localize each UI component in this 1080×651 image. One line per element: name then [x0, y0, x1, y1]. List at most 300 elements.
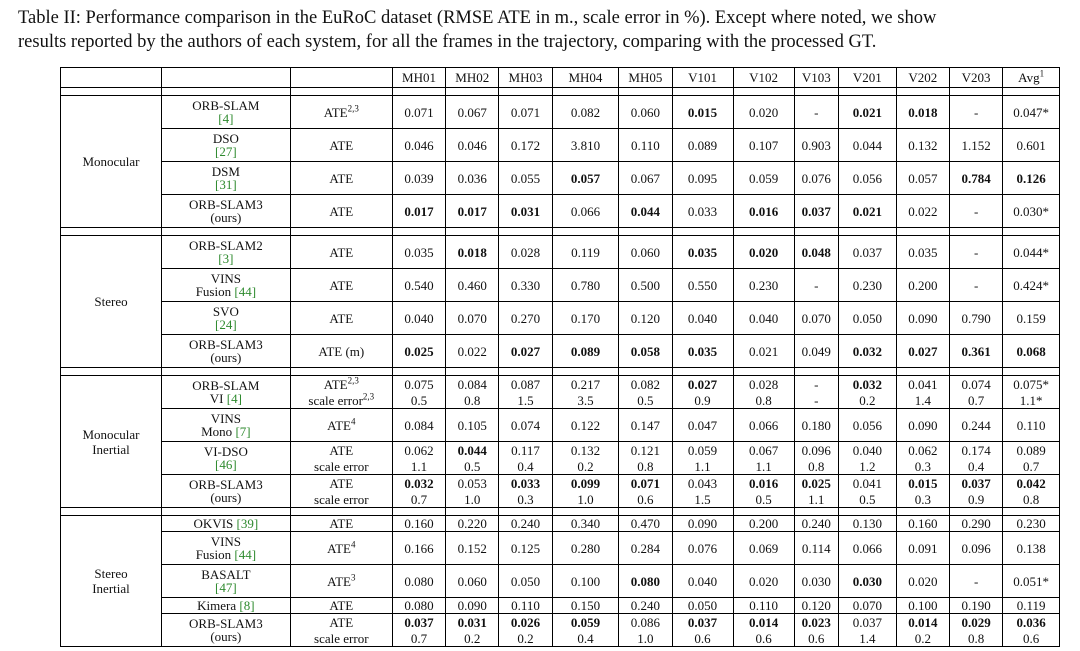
value-cell: 0.5: [446, 458, 499, 475]
value-cell: 0.041: [896, 376, 949, 393]
value-cell: 0.2: [446, 630, 499, 647]
bold-value: 0.037: [404, 614, 434, 630]
value-cell: 0.166: [392, 532, 445, 565]
method-name: [162, 532, 291, 565]
separator-cell: [733, 508, 794, 516]
method-name: [162, 96, 291, 129]
metric-label: scale error: [290, 630, 392, 647]
group-label: Stereo: [61, 236, 162, 368]
value-cell: 0.039: [392, 162, 445, 195]
value-cell: 0.040: [392, 302, 445, 335]
value-cell: 0.071: [392, 96, 445, 129]
value-cell: 0.8: [619, 458, 672, 475]
separator-cell: [619, 508, 672, 516]
value-cell: 0.074: [949, 376, 1002, 393]
value-cell: 0.020: [733, 96, 794, 129]
value-cell: [672, 614, 733, 631]
bold-value: 0.017: [457, 203, 487, 219]
citation-link[interactable]: [7]: [235, 424, 251, 439]
metric-label: ATE$^4$: [290, 532, 392, 565]
value-cell: 0.062: [392, 442, 445, 459]
value-cell: 0.105: [446, 409, 499, 442]
method-name: [162, 129, 291, 162]
bold-value: 0.035: [687, 244, 718, 260]
method-name: [162, 598, 291, 614]
value-cell: 0.6: [733, 630, 794, 647]
value-cell: 0.6: [672, 630, 733, 647]
bold-value: 0.068: [1016, 343, 1046, 359]
group-separator: [61, 368, 1060, 376]
separator-cell: [446, 508, 499, 516]
value-cell: [1003, 475, 1060, 492]
value-cell: 1.5: [499, 392, 552, 409]
column-header: MH02: [446, 68, 499, 88]
value-cell: 0.030: [794, 565, 838, 598]
citation-link[interactable]: [31]: [215, 177, 237, 192]
value-cell: 0.021: [733, 335, 794, 368]
group-label: Stereo Inertial: [61, 516, 162, 647]
value-cell: 0.4: [499, 458, 552, 475]
value-cell: [552, 335, 619, 368]
value-cell: 0.050: [499, 565, 552, 598]
value-cell: [839, 96, 897, 129]
value-cell: 0.030*: [1003, 195, 1060, 228]
method-name: [162, 376, 291, 409]
method-reference-line: [163, 211, 289, 224]
value-cell: [839, 565, 897, 598]
value-cell: -: [949, 96, 1002, 129]
value-cell: 0.3: [896, 458, 949, 475]
separator-cell: [1003, 368, 1060, 376]
metric-label: scale error: [290, 458, 392, 475]
method-label: VINS: [210, 271, 242, 286]
bold-value: 0.044: [457, 442, 487, 458]
citation-link[interactable]: [47]: [215, 580, 237, 595]
bold-value: 0.017: [404, 203, 434, 219]
value-cell: 0.121: [619, 442, 672, 459]
method-reference-line: [163, 351, 289, 364]
metric-label: scale error$^{2,3}$: [290, 392, 392, 409]
value-cell: 0.230: [1003, 516, 1060, 532]
value-cell: [839, 335, 897, 368]
value-cell: 0.047*: [1003, 96, 1060, 129]
bold-value: 0.037: [687, 614, 718, 630]
value-cell: 0.110: [1003, 409, 1060, 442]
value-cell: 0.044*: [1003, 236, 1060, 269]
value-cell: 0.087: [499, 376, 552, 393]
value-cell: 0.051*: [1003, 565, 1060, 598]
value-cell: 0.041: [839, 475, 897, 492]
table-row: [61, 376, 1060, 393]
method-reference-line: [163, 491, 289, 504]
value-cell: 0.170: [552, 302, 619, 335]
value-cell: 0.903: [794, 129, 838, 162]
bold-value: 0.784: [961, 170, 991, 186]
citation-link[interactable]: [24]: [215, 317, 237, 332]
column-header: V102: [733, 68, 794, 88]
table-row: [61, 269, 1060, 302]
metric-label: ATE: [290, 516, 392, 532]
bold-value: 0.037: [801, 203, 831, 219]
separator-cell: [61, 368, 162, 376]
separator-cell: [839, 368, 897, 376]
value-cell: 0.130: [839, 516, 897, 532]
method-label: Fusion: [195, 284, 235, 299]
table-row: [61, 532, 1060, 565]
method-label: BASALT: [201, 567, 251, 582]
value-cell: 0.033: [672, 195, 733, 228]
value-cell: 0.152: [446, 532, 499, 565]
value-cell: 0.7: [1003, 458, 1060, 475]
value-cell: 0.200: [896, 269, 949, 302]
value-cell: 0.190: [949, 598, 1002, 614]
value-cell: 1.4: [896, 392, 949, 409]
bold-value: 0.126: [1016, 170, 1046, 186]
value-cell: 1.2: [839, 458, 897, 475]
value-cell: 0.4: [552, 630, 619, 647]
method-name: [162, 335, 291, 368]
value-cell: 0.240: [794, 516, 838, 532]
value-cell: 1.5: [672, 491, 733, 508]
value-cell: [446, 442, 499, 459]
value-cell: 0.110: [619, 129, 672, 162]
bold-value: 0.027: [510, 343, 541, 359]
value-cell: 0.059: [733, 162, 794, 195]
value-cell: 0.020: [896, 565, 949, 598]
separator-cell: [672, 228, 733, 236]
value-cell: 0.3: [499, 491, 552, 508]
value-cell: 0.114: [794, 532, 838, 565]
value-cell: 0.6: [619, 491, 672, 508]
metric-label: ATE: [290, 442, 392, 459]
column-header-text: Avg: [1018, 70, 1040, 85]
footnote-mark: 3: [350, 572, 356, 583]
value-cell: 0.8: [446, 392, 499, 409]
value-cell: -: [949, 565, 1002, 598]
separator-cell: [733, 228, 794, 236]
separator-cell: [446, 88, 499, 96]
column-header: V202: [896, 68, 949, 88]
metric-label: scale error: [290, 491, 392, 508]
method-label: VI: [209, 391, 227, 406]
method-name: [162, 162, 291, 195]
citation-link[interactable]: [46]: [215, 457, 237, 472]
value-cell: 0.067: [619, 162, 672, 195]
value-cell: -: [794, 392, 838, 409]
value-cell: 0.117: [499, 442, 552, 459]
separator-cell: [733, 368, 794, 376]
value-cell: 0.217: [552, 376, 619, 393]
bold-value: 0.018: [457, 244, 487, 260]
value-cell: 0.040: [839, 442, 897, 459]
header-empty-cell: [61, 68, 162, 88]
separator-cell: [392, 368, 445, 376]
value-cell: 0.160: [896, 516, 949, 532]
value-cell: [619, 195, 672, 228]
value-cell: [552, 475, 619, 492]
value-cell: 0.040: [672, 565, 733, 598]
value-cell: [499, 475, 552, 492]
method-reference-line: [163, 112, 289, 125]
value-cell: [619, 565, 672, 598]
value-cell: 0.056: [839, 409, 897, 442]
bold-value: 0.032: [852, 343, 882, 359]
value-cell: 0.172: [499, 129, 552, 162]
value-cell: [896, 335, 949, 368]
value-cell: 1.152: [949, 129, 1002, 162]
table-row: [61, 475, 1060, 492]
value-cell: 0.7: [949, 392, 1002, 409]
value-cell: 0.290: [949, 516, 1002, 532]
value-cell: -: [794, 376, 838, 393]
value-cell: [1003, 162, 1060, 195]
column-header: MH05: [619, 68, 672, 88]
value-cell: 0.066: [733, 409, 794, 442]
value-cell: -: [794, 269, 838, 302]
separator-cell: [392, 508, 445, 516]
value-cell: 0.067: [733, 442, 794, 459]
value-cell: 0.550: [672, 269, 733, 302]
citation-link: (ours): [210, 210, 242, 225]
separator-cell: [949, 88, 1002, 96]
column-header: V103: [794, 68, 838, 88]
citation-link[interactable]: [3]: [218, 251, 234, 266]
table-row: [61, 598, 1060, 614]
metric-label: ATE: [290, 195, 392, 228]
citation-link[interactable]: [44]: [234, 547, 257, 562]
metric-label: ATE$^{2,3}$: [290, 376, 392, 393]
value-cell: [896, 475, 949, 492]
metric-label: ATE: [290, 129, 392, 162]
value-cell: 0.9: [672, 392, 733, 409]
method-name: [162, 302, 291, 335]
separator-cell: [896, 508, 949, 516]
value-cell: 0.047: [672, 409, 733, 442]
value-cell: 0.070: [794, 302, 838, 335]
value-cell: 0.7: [392, 630, 445, 647]
value-cell: 0.080: [392, 598, 445, 614]
value-cell: 3.810: [552, 129, 619, 162]
value-cell: 0.090: [896, 409, 949, 442]
value-cell: 0.035: [896, 236, 949, 269]
value-cell: [794, 236, 838, 269]
value-cell: -: [949, 236, 1002, 269]
bold-value: 0.015: [908, 475, 938, 491]
value-cell: 0.053: [446, 475, 499, 492]
value-cell: 0.070: [446, 302, 499, 335]
value-cell: 0.244: [949, 409, 1002, 442]
value-cell: [499, 195, 552, 228]
separator-cell: [1003, 88, 1060, 96]
method-reference-line: [163, 318, 289, 331]
citation-link[interactable]: [44]: [234, 284, 257, 299]
value-cell: 0.076: [794, 162, 838, 195]
value-cell: 0.055: [499, 162, 552, 195]
value-cell: [392, 195, 445, 228]
value-cell: [619, 475, 672, 492]
value-cell: [446, 195, 499, 228]
value-cell: 0.075: [392, 376, 445, 393]
value-cell: 0.086: [619, 614, 672, 631]
value-cell: 0.050: [839, 302, 897, 335]
value-cell: 0.080: [392, 565, 445, 598]
value-cell: 0.095: [672, 162, 733, 195]
value-cell: 0.100: [896, 598, 949, 614]
value-cell: 0.060: [446, 565, 499, 598]
bold-value: 0.015: [687, 104, 718, 120]
method-reference-line: [163, 392, 289, 405]
separator-cell: [499, 508, 552, 516]
value-cell: 0.330: [499, 269, 552, 302]
separator-cell: [949, 508, 1002, 516]
citation-link[interactable]: [4]: [218, 111, 234, 126]
value-cell: 0.8: [949, 630, 1002, 647]
method-reference-line: [163, 145, 289, 158]
value-cell: [733, 614, 794, 631]
value-cell: [446, 236, 499, 269]
table-caption: Table II: Performance comparison in the EuRoC dataset (RMSE ATE in m., scale error in %). Except where noted, we show results reported by the authors of each system, for all the frames in the trajectory, comparing with the processed GT.: [18, 8, 937, 52]
value-cell: 0.2: [839, 392, 897, 409]
bold-value: 0.029: [961, 614, 991, 630]
metric-label: ATE$^4$: [290, 409, 392, 442]
table-row: [61, 195, 1060, 228]
value-cell: 0.6: [1003, 630, 1060, 647]
citation-link: (ours): [210, 350, 242, 365]
value-cell: 0.230: [839, 269, 897, 302]
citation-link[interactable]: [27]: [215, 144, 237, 159]
value-cell: 0.119: [1003, 598, 1060, 614]
value-cell: [839, 376, 897, 393]
value-cell: 0.147: [619, 409, 672, 442]
bold-value: 0.016: [748, 203, 779, 219]
value-cell: 0.046: [446, 129, 499, 162]
value-cell: 0.028: [733, 376, 794, 393]
method-name: [162, 195, 291, 228]
method-label: VINS: [210, 534, 242, 549]
separator-cell: [61, 508, 162, 516]
value-cell: 1.0: [552, 491, 619, 508]
value-cell: [794, 195, 838, 228]
value-cell: 0.6: [794, 630, 838, 647]
table-row: [61, 236, 1060, 269]
value-cell: 0.090: [672, 516, 733, 532]
separator-cell: [162, 508, 291, 516]
bold-value: 0.014: [908, 614, 938, 630]
value-cell: -: [794, 96, 838, 129]
value-cell: 0.5: [839, 491, 897, 508]
footnote-mark: 4: [350, 539, 356, 550]
method-reference-line: [163, 548, 289, 561]
separator-cell: [896, 368, 949, 376]
separator-cell: [619, 88, 672, 96]
metric-label: ATE: [290, 598, 392, 614]
value-cell: 0.076: [672, 532, 733, 565]
method-label: ORB-SLAM: [192, 98, 260, 113]
citation-link[interactable]: [39]: [236, 516, 259, 531]
value-cell: 0.2: [896, 630, 949, 647]
metric-label: ATE: [290, 269, 392, 302]
separator-cell: [896, 228, 949, 236]
column-header: V203: [949, 68, 1002, 88]
method-label: Kimera [8]: [197, 598, 255, 613]
value-cell: 1.1: [794, 491, 838, 508]
value-cell: 0.4: [949, 458, 1002, 475]
method-label: ORB-SLAM3: [189, 197, 263, 212]
value-cell: 0.060: [619, 236, 672, 269]
column-header: MH03: [499, 68, 552, 88]
value-cell: 0.107: [733, 129, 794, 162]
separator-cell: [61, 228, 162, 236]
bold-value: 0.057: [570, 170, 601, 186]
value-cell: 0.059: [672, 442, 733, 459]
value-cell: 0.2: [499, 630, 552, 647]
separator-cell: [162, 88, 291, 96]
bold-value: 0.035: [687, 343, 718, 359]
value-cell: 0.790: [949, 302, 1002, 335]
method-reference-line: [163, 630, 289, 643]
bold-value: 0.071: [630, 475, 660, 491]
header-empty-cell: [162, 68, 291, 88]
value-cell: 0.340: [552, 516, 619, 532]
bold-value: 0.027: [908, 343, 938, 359]
column-header: V201: [839, 68, 897, 88]
method-label: DSO: [212, 131, 239, 146]
separator-cell: [290, 508, 392, 516]
separator-cell: [162, 228, 291, 236]
value-cell: 0.500: [619, 269, 672, 302]
method-label: Fusion: [195, 547, 235, 562]
table-row: [61, 335, 1060, 368]
metric-label: ATE (m): [290, 335, 392, 368]
value-cell: 0.284: [619, 532, 672, 565]
bold-value: 0.030: [852, 573, 882, 589]
value-cell: 0.5: [619, 392, 672, 409]
value-cell: 1.1: [733, 458, 794, 475]
value-cell: [552, 614, 619, 631]
metric-label: ATE$^3$: [290, 565, 392, 598]
separator-cell: [552, 228, 619, 236]
table-row: [61, 409, 1060, 442]
value-cell: 0.120: [619, 302, 672, 335]
value-cell: 0.780: [552, 269, 619, 302]
bold-value: 0.031: [510, 203, 541, 219]
method-name: [162, 565, 291, 598]
value-cell: 0.230: [733, 269, 794, 302]
group-separator: [61, 228, 1060, 236]
method-label: DSM: [211, 164, 240, 179]
citation-link[interactable]: [8]: [239, 598, 255, 613]
value-cell: 0.049: [794, 335, 838, 368]
value-cell: [672, 376, 733, 393]
group-separator: [61, 508, 1060, 516]
bold-value: 0.033: [510, 475, 541, 491]
table-row: [61, 96, 1060, 129]
value-cell: 0.060: [619, 96, 672, 129]
bold-value: 0.025: [404, 343, 434, 359]
value-cell: [949, 162, 1002, 195]
value-cell: 0.180: [794, 409, 838, 442]
value-cell: 0.037: [839, 236, 897, 269]
method-label: SVO: [212, 304, 239, 319]
separator-cell: [839, 88, 897, 96]
value-cell: 0.138: [1003, 532, 1060, 565]
value-cell: 0.062: [896, 442, 949, 459]
bold-value: 0.026: [510, 614, 541, 630]
value-cell: 0.132: [552, 442, 619, 459]
value-cell: 1.1: [672, 458, 733, 475]
group-separator: [61, 88, 1060, 96]
citation-link[interactable]: [4]: [226, 391, 242, 406]
